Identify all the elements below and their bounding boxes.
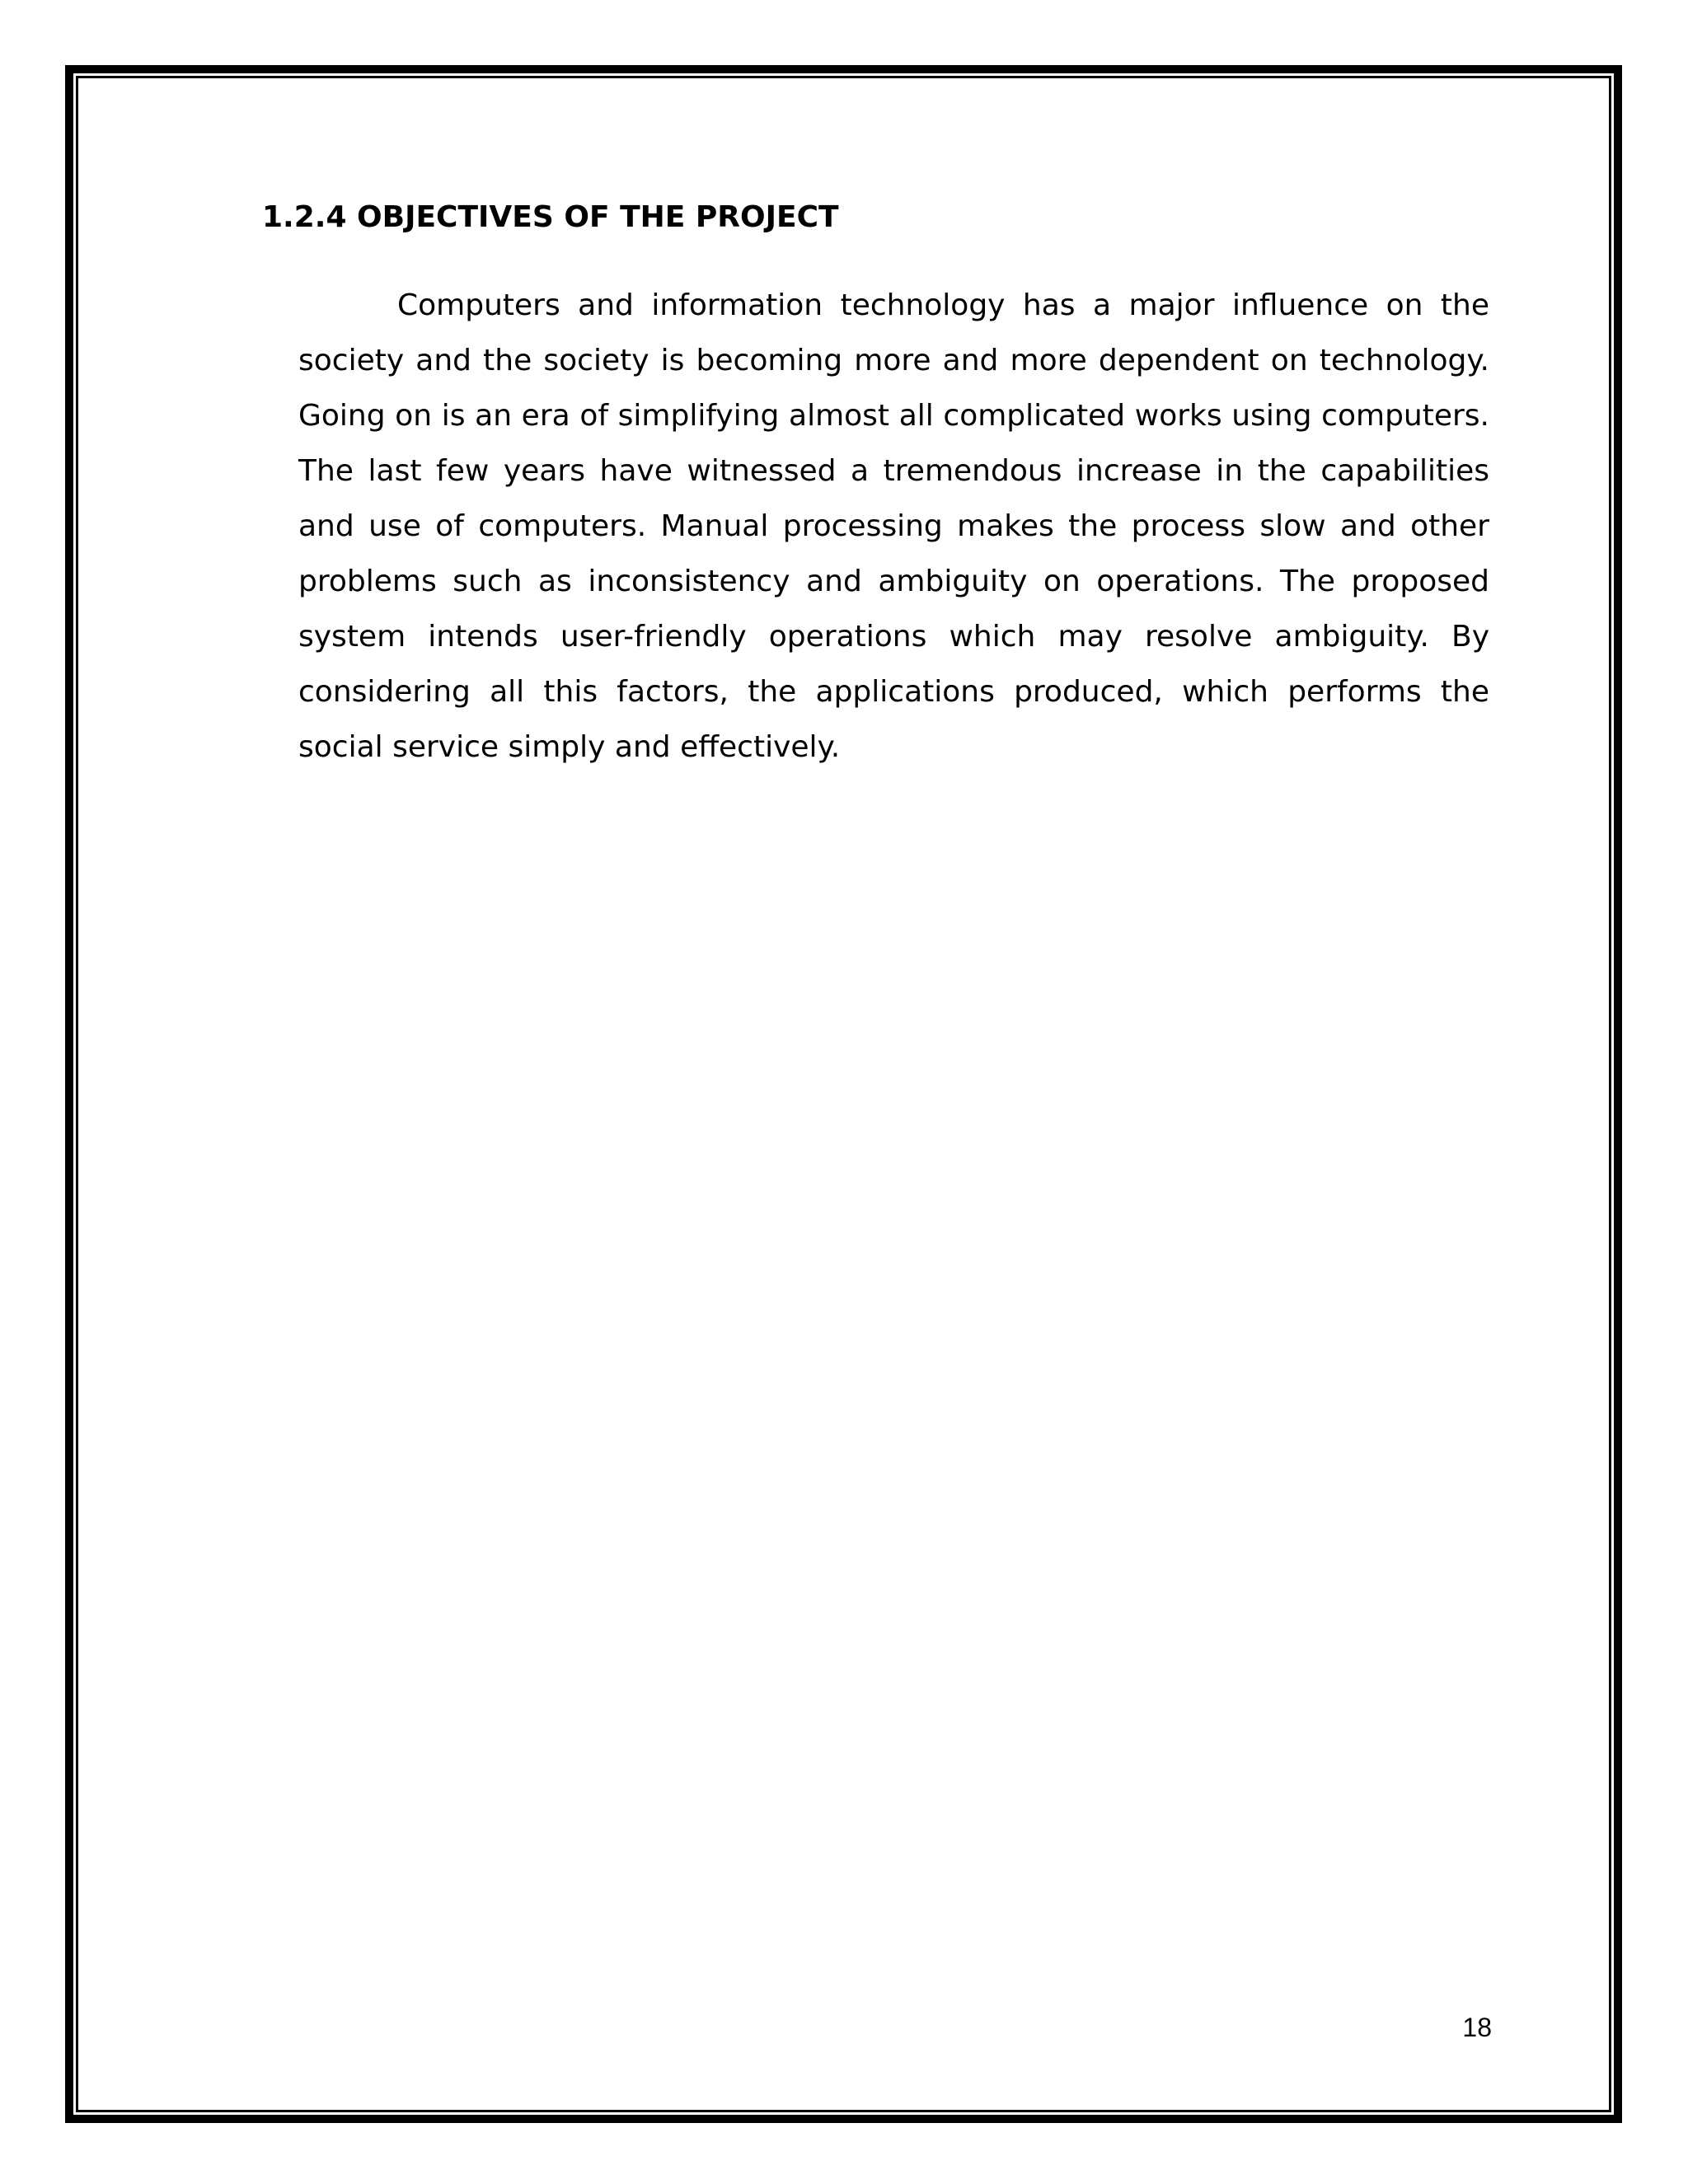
page-number: 18	[1462, 2013, 1492, 2042]
body-paragraph: Computers and information technology has a major influence on the society and the society is becoming more and more dependent on technology. Going on is an era of simplifying almost all complicated works using computers. The last few years have witnessed a tremendous increase in the capabilities and use of computers. Manual processing makes the process slow and other problems such as inconsistency and ambiguity on operations. The proposed system intends user-friendly operations which may resolve ambiguity. By considering all this factors, the applications produced, which performs the social service simply and effectively.	[298, 288, 1489, 764]
section-heading: 1.2.4 OBJECTIVES OF THE PROJECT	[262, 200, 839, 234]
